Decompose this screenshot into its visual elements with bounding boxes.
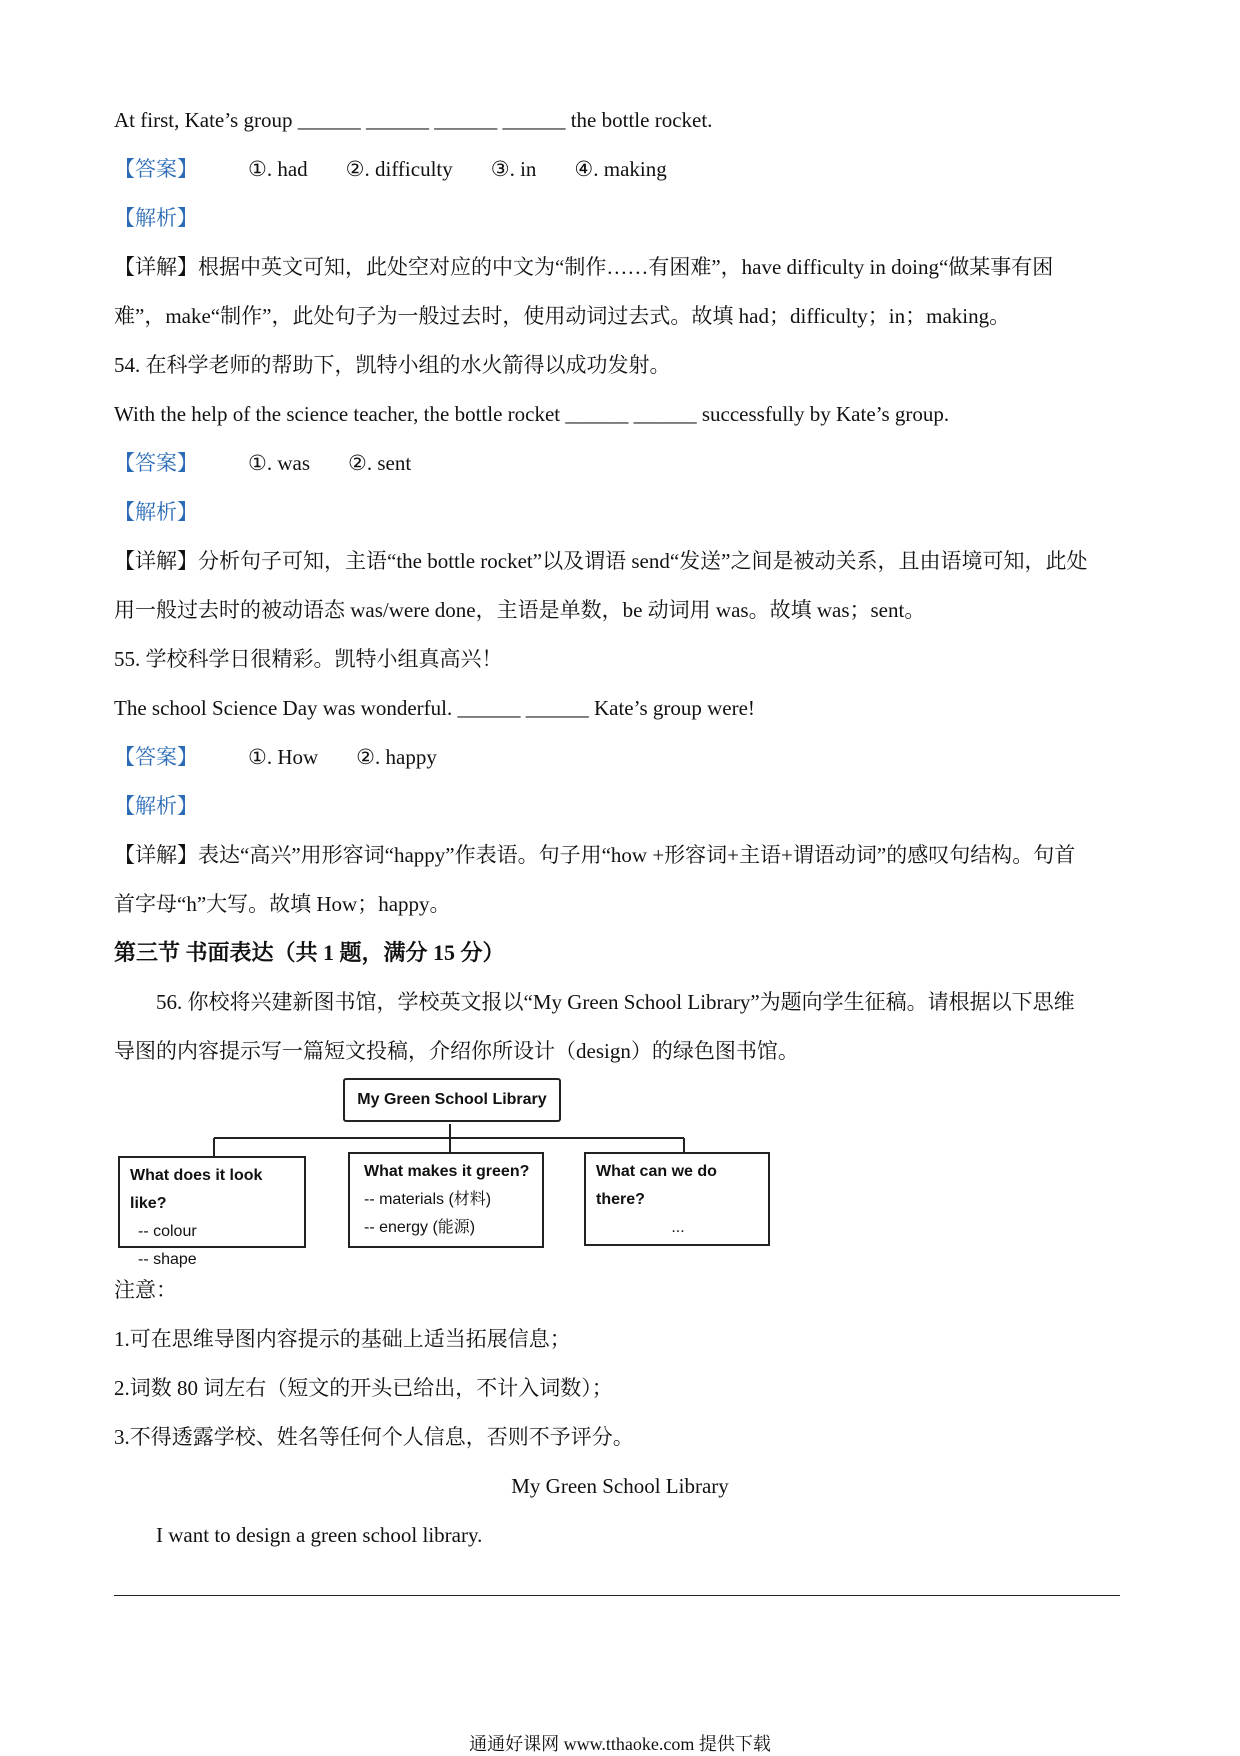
branch-item: ...: [671, 1219, 685, 1236]
note-3: 3.不得透露学校、姓名等任何个人信息，否则不予评分。: [114, 1425, 634, 1449]
answer-tag: 【答案】: [114, 157, 198, 181]
q53-sentence: At first, Kate’s group ______ ______ ______ ______ the bottle rocket.: [114, 108, 713, 132]
q55-prompt: 55. 学校科学日很精彩。凯特小组真高兴！: [114, 647, 503, 671]
answer-3: ③. in: [490, 157, 537, 181]
q54-prompt: 54. 在科学老师的帮助下，凯特小组的水火箭得以成功发射。: [114, 353, 671, 377]
q54-detail-line-2: 用一般过去时的被动语态 was/were done，主语是单数，be 动词用 was。故填 was；sent。: [114, 598, 926, 622]
essay-title: My Green School Library: [511, 1474, 729, 1498]
q53-detail-line-1: 【详解】根据中英文可知，此处空对应的中文为“制作……有困难”，have difficulty in doing“做某事有困: [114, 255, 1054, 279]
essay-start: I want to design a green school library.: [156, 1523, 483, 1547]
branch-item: -- colour: [138, 1223, 197, 1240]
q53-detail-line-2: 难”，make“制作”，此处句子为一般过去时，使用动词过去式。故填 had；difficulty；in；making。: [114, 304, 1011, 328]
section-title: 第三节 书面表达（共 1 题，满分 15 分）: [114, 940, 505, 965]
note-1: 1.可在思维导图内容提示的基础上适当拓展信息；: [114, 1327, 571, 1351]
answer-1: ①. was: [248, 451, 310, 475]
q56-prompt-line-2: 导图的内容提示写一篇短文投稿，介绍你所设计（design）的绿色图书馆。: [114, 1039, 799, 1063]
answer-2: ②. sent: [348, 451, 412, 475]
q54-sentence: With the help of the science teacher, the bottle rocket ______ ______ successfully by Kate’s group.: [114, 402, 950, 426]
answer-2: ②. difficulty: [345, 157, 453, 181]
mindmap-branch-do: [584, 1152, 770, 1246]
mindmap-branch-green: [348, 1152, 544, 1248]
answer-tag: 【答案】: [114, 745, 198, 769]
mindmap-root: [343, 1078, 561, 1122]
q55-detail-line-2: 首字母“h”大写。故填 How；happy。: [114, 892, 451, 916]
answer-tag: 【答案】: [114, 451, 198, 475]
branch-item: -- materials (材料): [364, 1191, 492, 1208]
q55-detail-line-1: 【详解】表达“高兴”用形容词“happy”作表语。句子用“how +形容词+主语+谓语动词”的感叹句结构。句首: [114, 843, 1076, 867]
page-footer: 通通好课网 www.tthaoke.com 提供下载: [469, 1734, 771, 1754]
notes-title: 注意：: [114, 1278, 177, 1302]
answer-1: ①. had: [248, 157, 308, 181]
answer-4: ④. making: [574, 157, 667, 181]
branch-item: -- energy (能源): [364, 1219, 476, 1236]
mindmap-root-label: My Green School Library: [357, 1091, 547, 1108]
branch-item: -- shape: [138, 1251, 197, 1268]
q56-prompt-line-1: 56. 你校将兴建新图书馆，学校英文报以“My Green School Library”为题向学生征稿。请根据以下思维: [156, 990, 1075, 1014]
answer-1: ①. How: [248, 745, 319, 769]
branch-title: What does it look like?: [130, 1167, 263, 1212]
answer-2: ②. happy: [356, 745, 437, 769]
note-2: 2.词数 80 词左右（短文的开头已给出，不计入词数）；: [114, 1376, 613, 1400]
analysis-tag: 【解析】: [114, 500, 198, 524]
branch-title: What can we do there?: [596, 1163, 717, 1208]
branch-title: What makes it green?: [364, 1163, 530, 1180]
mindmap-branch-look: [118, 1156, 306, 1268]
analysis-tag: 【解析】: [114, 794, 198, 818]
analysis-tag: 【解析】: [114, 206, 198, 230]
answer-rule-line: [114, 1595, 1120, 1596]
q54-detail-line-1: 【详解】分析句子可知，主语“the bottle rocket”以及谓语 send“发送”之间是被动关系，且由语境可知，此处: [114, 549, 1088, 573]
q55-sentence: The school Science Day was wonderful. ______ ______ Kate’s group were!: [114, 696, 755, 720]
